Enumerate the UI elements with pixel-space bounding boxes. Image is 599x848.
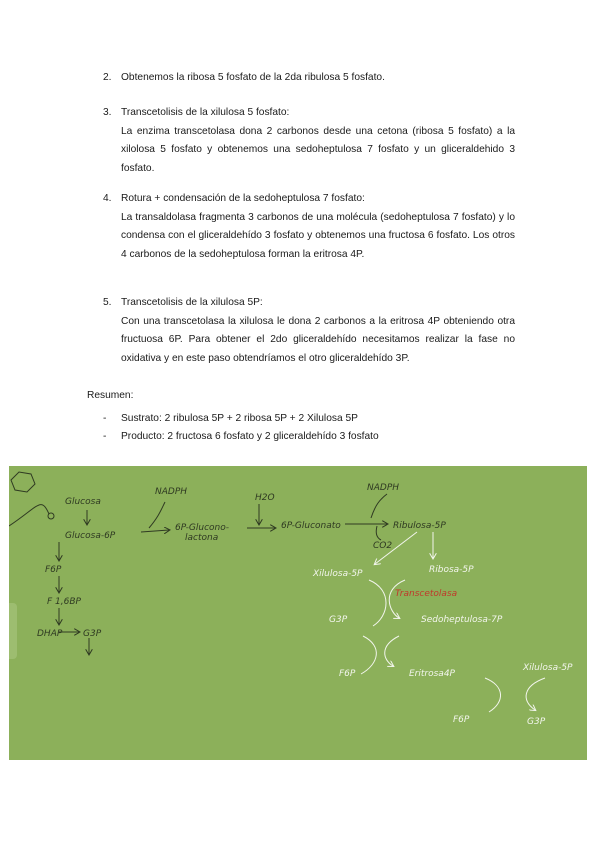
label-nadph-2: NADPH	[367, 483, 400, 493]
step-number: 5.	[103, 297, 112, 308]
label-transcetolasa: Transcetolasa	[395, 589, 458, 599]
bullet-sustrato	[103, 410, 358, 428]
label-nadph-1: NADPH	[155, 487, 188, 497]
step-heading: Transcetolisis de la xilulosa 5 fosfato:	[121, 107, 290, 118]
label-ribulosa: Ribulosa-5P	[393, 521, 446, 531]
label-ribosa: Ribosa-5P	[429, 565, 474, 575]
step-number: 4.	[103, 193, 112, 204]
step-body: La transaldolasa fragmenta 3 carbonos de una molécula (sedoheptulosa 7 fosfato) y lo condensa con el gliceraldehído 3 fosfato y obtenemos una fructosa 6 fosfato. Los otros 4 carbonos de la sedoheptulosa forman la eritrosa 4P.	[121, 211, 515, 260]
step-5	[103, 294, 515, 368]
bullet-dash: -	[103, 431, 107, 442]
label-h2o: H2O	[255, 493, 275, 503]
label-sedoheptulosa: Sedoheptulosa-7P	[421, 615, 503, 625]
step-body: La enzima transcetolasa dona 2 carbonos desde una cetona (ribosa 5 fosfato) a la xilolosa 5 fosfato y obtenemos una sedoheptulosa 7 fosfato y un gliceraldehido 3 fosfato.	[121, 125, 515, 174]
resumen-heading: Resumen:	[87, 390, 134, 401]
label-g3p-mid: G3P	[329, 615, 348, 625]
label-gluconolactona: 6P-Glucono-	[175, 523, 229, 533]
label-co2: CO2	[373, 541, 393, 551]
label-dhap: DHAP	[37, 629, 63, 639]
label-f6p: F6P	[45, 565, 62, 575]
label-glucosa-6p: Glucosa-6P	[65, 531, 116, 541]
glucose-ring-icon	[9, 472, 54, 526]
bullet-dash: -	[103, 413, 107, 424]
bullet-producto	[103, 428, 379, 446]
side-tab-handle[interactable]	[9, 603, 17, 659]
step-heading: Transcetolisis de la xilulosa 5P:	[121, 297, 263, 308]
step-3	[103, 104, 515, 178]
label-xilulosa-2: Xilulosa-5P	[523, 663, 573, 673]
label-eritrosa: Eritrosa4P	[409, 669, 455, 679]
label-g3p-bottom: G3P	[527, 717, 546, 727]
step-body: Con una transcetolasa la xilulosa le dona 2 carbonos a la eritrosa 4P obteniendo otra fructuosa 6P. Para obtener el 2do gliceraldehído necesitamos realizar la fase no oxidativa y en este paso obtendríamos el otro gliceraldehído 3P.	[121, 315, 515, 364]
label-xilulosa: Xilulosa-5P	[313, 569, 363, 579]
label-f6p-mid: F6P	[339, 669, 356, 679]
step-heading: Rotura + condensación de la sedoheptulosa 7 fosfato:	[121, 193, 365, 204]
pathway-drawing	[9, 466, 587, 760]
label-f6p-bottom: F6P	[453, 715, 470, 725]
label-g3p-left: G3P	[83, 629, 102, 639]
step-4	[103, 190, 515, 264]
step-number: 3.	[103, 107, 112, 118]
whiteboard-diagram	[9, 466, 587, 760]
label-gluconolactona-2: lactona	[185, 533, 219, 543]
bullet-text: Producto: 2 fructosa 6 fosfato y 2 gliceraldehído 3 fosfato	[121, 431, 379, 442]
bullet-text: Sustrato: 2 ribulosa 5P + 2 ribosa 5P + 2 Xilulosa 5P	[121, 413, 358, 424]
step-heading: Obtenemos la ribosa 5 fosfato de la 2da ribulosa 5 fosfato.	[121, 72, 385, 83]
label-gluconato: 6P-Gluconato	[281, 521, 341, 531]
step-2	[103, 69, 515, 88]
label-glucosa: Glucosa	[65, 497, 101, 507]
step-number: 2.	[103, 72, 112, 83]
label-f16bp: F 1,6BP	[47, 597, 81, 607]
